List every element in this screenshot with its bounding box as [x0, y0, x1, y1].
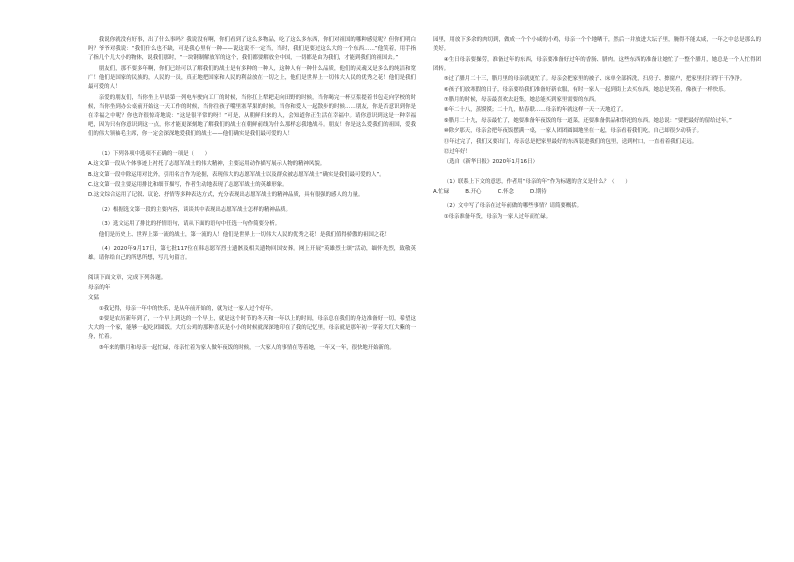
- article-paragraph: ②要是农历新年到了，一个早上到达的一个早上，就是这个时节的冬天和一年以上的时间，母亲总在我们的身边准备好一切，希望这大大的一个家，能够一起吃团圆饭。大红公鸡的那种喜庆是小小的时候就深深地印在了我的记忆里，母亲就是那年初一穿着大红大紫的一身，忙着。: [88, 316, 416, 341]
- question-options: A.忙碌 B.开心 C.怀念 D.期待: [433, 189, 547, 196]
- question-stem: （1）下列各项中选项不正确的一项是（ ）: [98, 150, 211, 157]
- article-paragraph: ⑩除夕那天，母亲会把年夜饭摆满一桌，一家人团团圆圆地坐在一起，母亲看着我们吃，自己却很少动筷子。: [443, 128, 702, 135]
- article-paragraph: ①我记得，母亲一年中的快乐，是从年前开始的，就为过一家人过个好年。: [98, 305, 277, 312]
- article-title: 母亲的年: [88, 284, 111, 291]
- answer-line: ①母亲准备年货，母亲为一家人过年而忙碌。: [443, 213, 552, 220]
- article-paragraph: ⑧年二十八，蒸馍馍；二十九，贴春联……母亲的年就这样一天一天地近了。: [443, 107, 627, 114]
- question-stem: （2）根据选文第一段的主要内容，谈谈其中表现出志愿军战士怎样的精神品质。: [98, 206, 291, 213]
- article-paragraph: ④生日母亲要操劳，准备过年的东西，母亲要准备好过年的香肠、腊肉。这些东西的准备让她忙了一整个腊月，她总是一个人忙得团团转。: [433, 56, 761, 72]
- question-stem: （3）选文运用了排比的抒情语句，请从下面的语句中任选一句作简要分析。: [98, 221, 281, 228]
- article-paragraph: ⑪年过完了，我们又要出门，母亲总是把家里最好的东西装进我们的包里，送到村口，一直看着我们走远。: [443, 138, 698, 145]
- question-option: A.这文第一段从个体事迹上衬托了志愿军战士的伟大精神，主要运用动作描写展示人物的精神风貌。: [88, 161, 326, 168]
- question-option: C.这文第一段主要运用排比和细节描写，作者生动地表现了志愿军战士的英雄形象。: [88, 181, 288, 188]
- article-author: 文猛: [88, 295, 100, 302]
- question-stem: （1）联系上下文的意思，作者用“母亲的年”作为标题的含义是什么？（ ）: [443, 178, 631, 185]
- passage-paragraph: 朋友们，那不要多年啊，你们已经可以了解我们的战士是有多种的一种人，这种人有一种什么品质，他们的灵魂又是多么的纯洁和宽广！他们是国家的民族的，人民的一员，真正地把国家和人民的利益放在一切之上，他们是世界上一切伟大人民的优秀之花！他们是我们最可爱的人！: [88, 65, 416, 91]
- question-stem: （4）2020年9月17日，第七批117位在韩志愿军烈士遗骸及相关遗物回国安葬。网上开展“英雄烈士颂”活动，缅怀先烈，致敬英雄。请你给自己的所思所想，写几句留言。: [88, 245, 416, 262]
- question-option: B.这文第一段中除运用对比外，引用名言作为论据，表现伟大的志愿军战士以及群众被志愿军战士“确实是我们最可爱的人”。: [88, 171, 385, 178]
- question-option: D.这文综合运用了记叙、议论、抒情等多种表达方式，充分表现出志愿军战士的精神品质，具有很强的感人的力量。: [88, 192, 364, 199]
- article-paragraph: 园里，用放下多余的肉切到，做成一个个小咸的小鸡，母亲一个个地晒干，然后一并放进大坛子里，腌得不能太咸，一年之中总是那么的美好。: [433, 37, 761, 53]
- reading-instruction: 阅读下面文章，完成下列各题。: [88, 274, 167, 281]
- question-stem: （2）文中写了母亲在过年前做的哪些事情？请简要概括。: [443, 203, 582, 210]
- question-quote: 他们是历史上、世界上第一流的战士，第一流的人！他们是世界上一切伟大人民的优秀之花！是我们值得骄傲的祖国之花！: [98, 231, 390, 238]
- left-column: [88, 36, 416, 354]
- passage-paragraph: 亲爱的朋友们，当你坐上早晨第一列电车驶向工厂的时候，当你扛上犁耙走向田野的时候，当你喝完一杯豆浆提着书包走向学校的时候，当你坐到办公桌前开始这一天工作的时候，当你往孩子嘴里塞苹果的时候，当你和爱人一起散步的时候……朋友，你是否意识到你是在幸福之中呢？你也许很惊奇地说：“这是很平常的呀！”可是，从朝鲜归来的人，会知道你正生活在幸福中。请你意识到这是一种幸福吧，因为只有你意识到这一点，你才能更深刻地了解我们的战士在朝鲜前线为什么那样忘我地战斗。朋友！你是这么爱我们的祖国，爱我们的伟大领袖毛主席，你一定会深深地爱我们的战士——他们确实是我们最可爱的人！: [88, 94, 416, 138]
- article-paragraph: ③年来的腊月和母亲一起忙碌，母亲忙着为家人做年夜饭的时候，一大家人的事情在等着她，一年又一年，很快地开始新的。: [98, 344, 395, 351]
- article-paragraph: ⑫过年好！: [443, 148, 471, 155]
- right-column: [433, 36, 761, 223]
- article-source: （选自《新华日报》2020年1月16日）: [443, 159, 538, 166]
- passage-paragraph: 我说你就没有好事，出了什么事吗？我说没有啊，你们看到了这么多物品，吃了这么多东西，你们对祖国的哪种感觉呢？但你们明白吗？爷爷对我说：“我们什么也不缺，可是我心里有一种——说这说不一定当，当时，我们是要过这么大的一个东西……”他笑着，用手指了指几个儿大小的物体，说我们那时，“一块钢制解放军的这个，我们都要解放全中国，一切都是由为我们，才能到我们的祖国去。”: [88, 37, 416, 62]
- article-paragraph: ⑥孩子们放寒假的日子，母亲要给我们准备好新衣服，有时一家人一起到街上去买东西，她总是笑着，像孩子一样快乐。: [443, 86, 729, 93]
- article-paragraph: ⑤过了腊月二十三，腊月里的母亲就更忙了。母亲会把家里的被子、床单全部拆洗，扫房子、擦窗户，把家里打扫得干干净净。: [443, 76, 746, 83]
- article-paragraph: ⑨腊月二十九，母亲最忙了，她要准备年夜饭的每一道菜，还要准备供品和祭祀的东西。她总说：“要把最好的留给过年。”: [443, 117, 732, 124]
- article-paragraph: ⑦腊月的时候，母亲最喜欢去赶集，她总能买到家里需要的东西。: [443, 96, 600, 103]
